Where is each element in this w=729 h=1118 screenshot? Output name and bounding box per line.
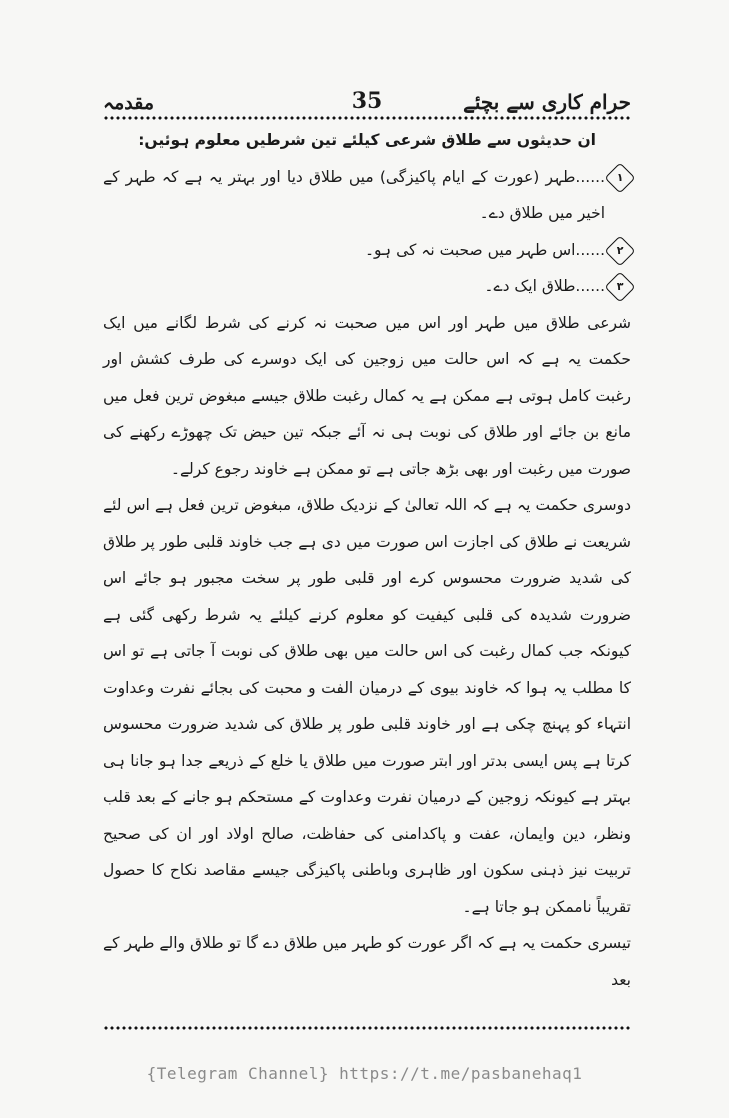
section-title: مقدمہ: [103, 92, 155, 114]
number-badge-icon: ۳: [604, 271, 635, 302]
condition-text: ......اس طہر میں صحبت نہ کی ہو۔: [364, 240, 605, 259]
condition-item: [103, 159, 631, 232]
header-dotted-divider: [103, 116, 631, 120]
number-badge-icon: ۱: [604, 162, 635, 193]
number-badge-icon: ۲: [604, 235, 635, 266]
paragraph-first-wisdom: شرعی طلاق میں طہر اور اس میں صحبت نہ کرنے کی شرط لگانے میں ایک حکمت یہ ہے کہ اس حالت میں زوجین کی ایک دوسرے کی طرف کشش اور رغبت کامل ہوتی ہے ممکن ہے یہ کمال رغبت طلاق جیسے مبغوض ترین فعل میں مانع بن جائے اور طلاق کی نوبت ہی نہ آئے جبکہ تین حیض تک چھوڑے رکھنے کی صورت میں رغبت اور بھی بڑھ جاتی ہے تو ممکن ہے خاوند رجوع کرلے۔: [103, 313, 631, 478]
page-header: [103, 80, 631, 114]
condition-item: [103, 232, 631, 269]
paragraph-third-wisdom: تیسری حکمت یہ ہے کہ اگر عورت کو طہر میں طلاق دے گا تو طلاق والے طہر کے بعد: [103, 934, 631, 989]
intro-line: ان حدیثوں سے طلاق شرعی کیلئے تین شرطیں معلوم ہوئیں:: [138, 131, 596, 149]
book-title: حرام کاری سے بچئے: [463, 90, 631, 114]
page-number: 35: [351, 88, 383, 114]
condition-text: ......طلاق ایک دے۔: [484, 277, 605, 295]
condition-item: [103, 268, 631, 305]
telegram-watermark: {Telegram Channel} https://t.me/pasbanehaq1: [146, 1064, 583, 1083]
page-body: [103, 122, 631, 998]
footer-dotted-divider: [103, 1026, 631, 1030]
paragraph-second-wisdom: دوسری حکمت یہ ہے کہ اللہ تعالیٰ کے نزدیک طلاق، مبغوض ترین فعل ہے اس لئے شریعت نے طلاق کی اجازت اس صورت میں دی ہے جب خاوند قلبی طور پر طلاق کی شدید ضرورت محسوس کرے اور قلبی طور پر سخت مجبور ہو جائے اس ضرورت شدیدہ کی قلبی کیفیت کو معلوم کرنے کیلئے یہ شرط رکھی گئی ہے کیونکہ جب کمال رغبت کی اس حالت میں بھی طلاق کی نوبت آ جاتی ہے تو اس کا مطلب یہ ہوا کہ خاوند بیوی کے درمیان الفت و محبت کی بجائے نفرت وعداوت انتہاء کو پہنچ چکی ہے اور خاوند قلبی طور پر طلاق کی شدید ضرورت محسوس کرتا ہے پس ایسی بدتر اور ابتر صورت میں طلاق یا خلع کے ذریعے جدا ہو جانا ہی بہتر ہے کیونکہ زوجین کے درمیان نفرت وعداوت کے مستحکم ہو جانے کے بعد قلب ونظر، دین وایمان، عفت و پاکدامنی کی حفاظت، صالح اولاد اور ان کی صحیح تربیت نیز ذہنی سکون اور ظاہری وباطنی پاکیزگی جیسے مقاصد نکاح کا حصول تقریباً ناممکن ہو جاتا ہے۔: [103, 496, 631, 916]
condition-text: ......طہر (عورت کے ایام پاکیزگی) میں طلاق دیا اور بہتر یہ ہے کہ طہر کے اخیر میں طلاق دے۔: [103, 167, 605, 222]
